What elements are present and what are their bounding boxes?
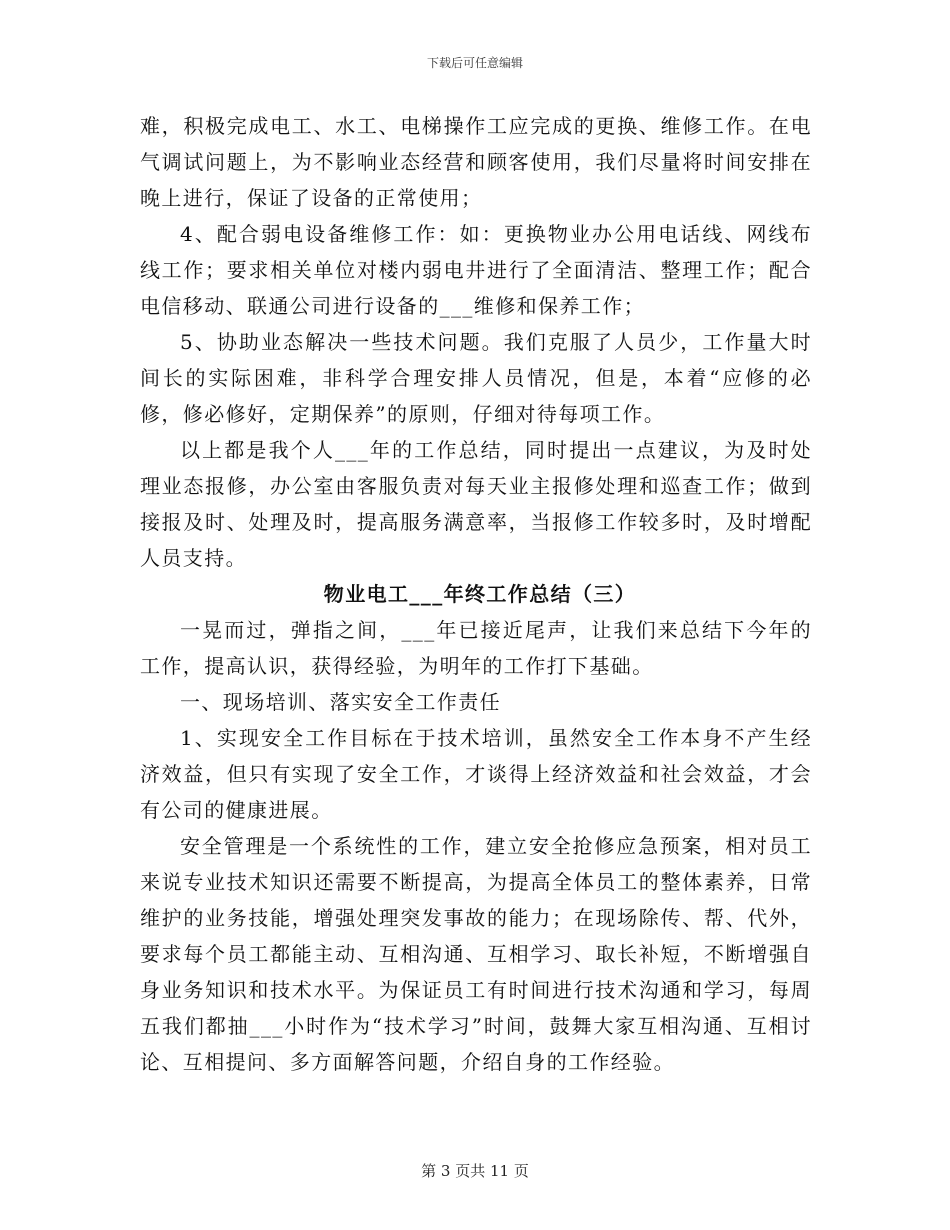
page-number-footer: 第 3 页共 11 页: [421, 1162, 529, 1180]
document-body: [140, 108, 812, 1080]
paragraph-summary: 以上都是我个人___年的工作总结，同时提出一点建议，为及时处理业态报修，办公室由客服负责对每天业主报修处理和巡查工作；做到接报及时、处理及时，提高服务满意率，当报修工作较多时，及时增配人员支持。: [140, 438, 812, 570]
paragraph-item-1: 1、实现安全工作目标在于技术培训，虽然安全工作本身不产生经济效益，但只有实现了安全工作，才谈得上经济效益和社会效益，才会有公司的健康进展。: [140, 726, 812, 822]
section-heading-1: 一、现场培训、落实安全工作责任: [180, 690, 501, 714]
page-header-note: 下载后可任意编辑: [426, 56, 523, 70]
paragraph-safety-management: 安全管理是一个系统性的工作，建立安全抢修应急预案，相对员工来说专业技术知识还需要不断提高，为提高全体员工的整体素养，日常维护的业务技能，增强处理突发事故的能力；在现场除传、帮、代外，要求每个员工都能主动、互相沟通、互相学习、取长补短，不断增强自身业务知识和技术水平。为保证员工有时间进行技术沟通和学习，每周五我们都抽___小时作为“技术学习”时间，鼓舞大家互相沟通、互相讨论、互相提问、多方面解答问题，介绍自身的工作经验。: [140, 834, 812, 1074]
paragraph-item-4: 4、配合弱电设备维修工作：如：更换物业办公用电话线、网线布线工作；要求相关单位对楼内弱电井进行了全面清洁、整理工作；配合电信移动、联通公司进行设备的___维修和保养工作；: [140, 222, 812, 318]
paragraph-intro: 一晃而过，弹指之间，___年已接近尾声，让我们来总结下今年的工作，提高认识，获得经验，为明年的工作打下基础。: [140, 618, 812, 678]
paragraph-continuation: 难，积极完成电工、水工、电梯操作工应完成的更换、维修工作。在电气调试问题上，为不影响业态经营和顾客使用，我们尽量将时间安排在晚上进行，保证了设备的正常使用；: [140, 114, 812, 210]
section-title: 物业电工___年终工作总结（三）: [323, 582, 637, 606]
paragraph-item-5: 5、协助业态解决一些技术问题。我们克服了人员少，工作量大时间长的实际困难，非科学合理安排人员情况，但是，本着“应修的必修，修必修好，定期保养”的原则，仔细对待每项工作。: [140, 330, 812, 426]
